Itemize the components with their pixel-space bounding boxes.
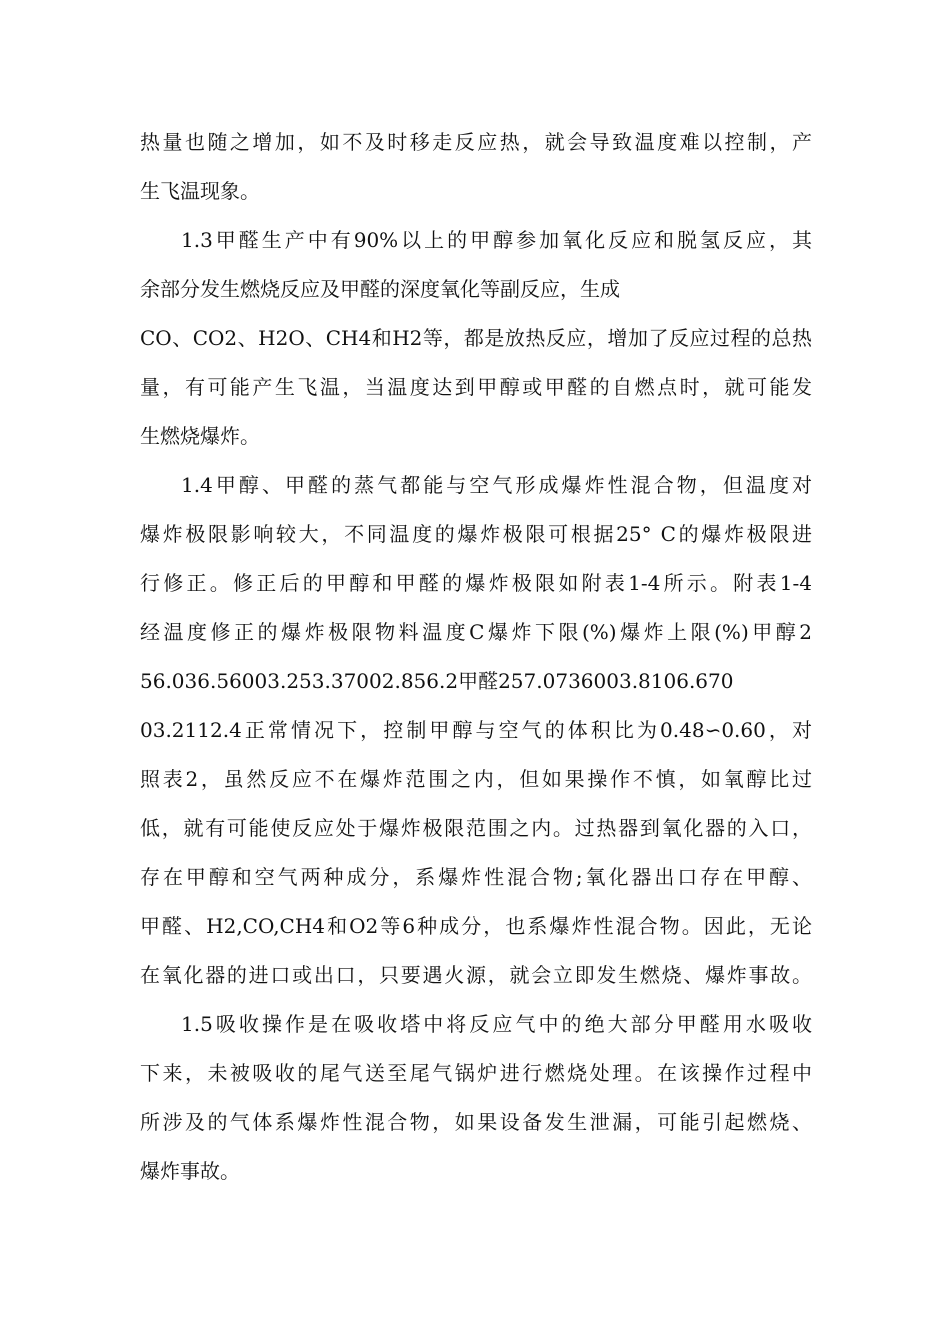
text-line: 低，就有可能使反应处于爆炸极限范围之内。过热器到氧化器的入口， xyxy=(140,816,812,840)
text-line: 量，有可能产生飞温，当温度达到甲醇或甲醛的自燃点时，就可能发 xyxy=(140,375,812,399)
text-line: 存在甲醇和空气两种成分，系爆炸性混合物;氧化器出口存在甲醇、 xyxy=(140,865,812,889)
text-line: 下来，未被吸收的尾气送至尾气锅炉进行燃烧处理。在该操作过程中 xyxy=(140,1061,812,1085)
paragraph-1-5-start: 1.5吸收操作是在吸收塔中将反应气中的绝大部分甲醛用水吸收 xyxy=(181,1012,812,1036)
text-line: 在氧化器的进口或出口，只要遇火源，就会立即发生燃烧、爆炸事故。 xyxy=(140,963,812,987)
text-line: 行修正。修正后的甲醇和甲醛的爆炸极限如附表1-4所示。附表1-4 xyxy=(140,571,812,595)
text-line: 甲醛、H2,CO,CH4和O2等6种成分，也系爆炸性混合物。因此，无论 xyxy=(140,914,812,938)
paragraph-1-3-start: 1.3甲醛生产中有90%以上的甲醇参加氧化反应和脱氢反应，其 xyxy=(181,228,812,252)
body-text xyxy=(140,118,812,1196)
text-line: 热量也随之增加，如不及时移走反应热，就会导致温度难以控制，产 xyxy=(140,130,812,154)
text-line: 所涉及的气体系爆炸性混合物，如果设备发生泄漏，可能引起燃烧、 xyxy=(140,1110,812,1134)
text-line: 爆炸极限影响较大，不同温度的爆炸极限可根据25° C的爆炸极限进 xyxy=(140,522,812,546)
text-line: 照表2，虽然反应不在爆炸范围之内，但如果操作不慎，如氧醇比过 xyxy=(140,767,812,791)
text-line: 03.2112.4正常情况下，控制甲醇与空气的体积比为0.48∽0.60，对 xyxy=(140,718,812,742)
text-line: 生燃烧爆炸。 xyxy=(140,424,260,448)
text-line: 生飞温现象。 xyxy=(140,179,260,203)
paragraph-1-4-start: 1.4甲醇、甲醛的蒸气都能与空气形成爆炸性混合物，但温度对 xyxy=(181,473,812,497)
text-line: 余部分发生燃烧反应及甲醛的深度氧化等副反应，生成 xyxy=(140,277,620,301)
text-line: CO、CO2、H2O、CH4和H2等，都是放热反应，增加了反应过程的总热 xyxy=(140,326,812,350)
text-line: 56.036.56003.253.37002.856.2甲醛257.0736003.8106.670 xyxy=(140,669,734,693)
text-line: 经温度修正的爆炸极限物料温度C爆炸下限(%)爆炸上限(%)甲醇2 xyxy=(140,620,812,644)
text-line: 爆炸事故。 xyxy=(140,1159,240,1183)
